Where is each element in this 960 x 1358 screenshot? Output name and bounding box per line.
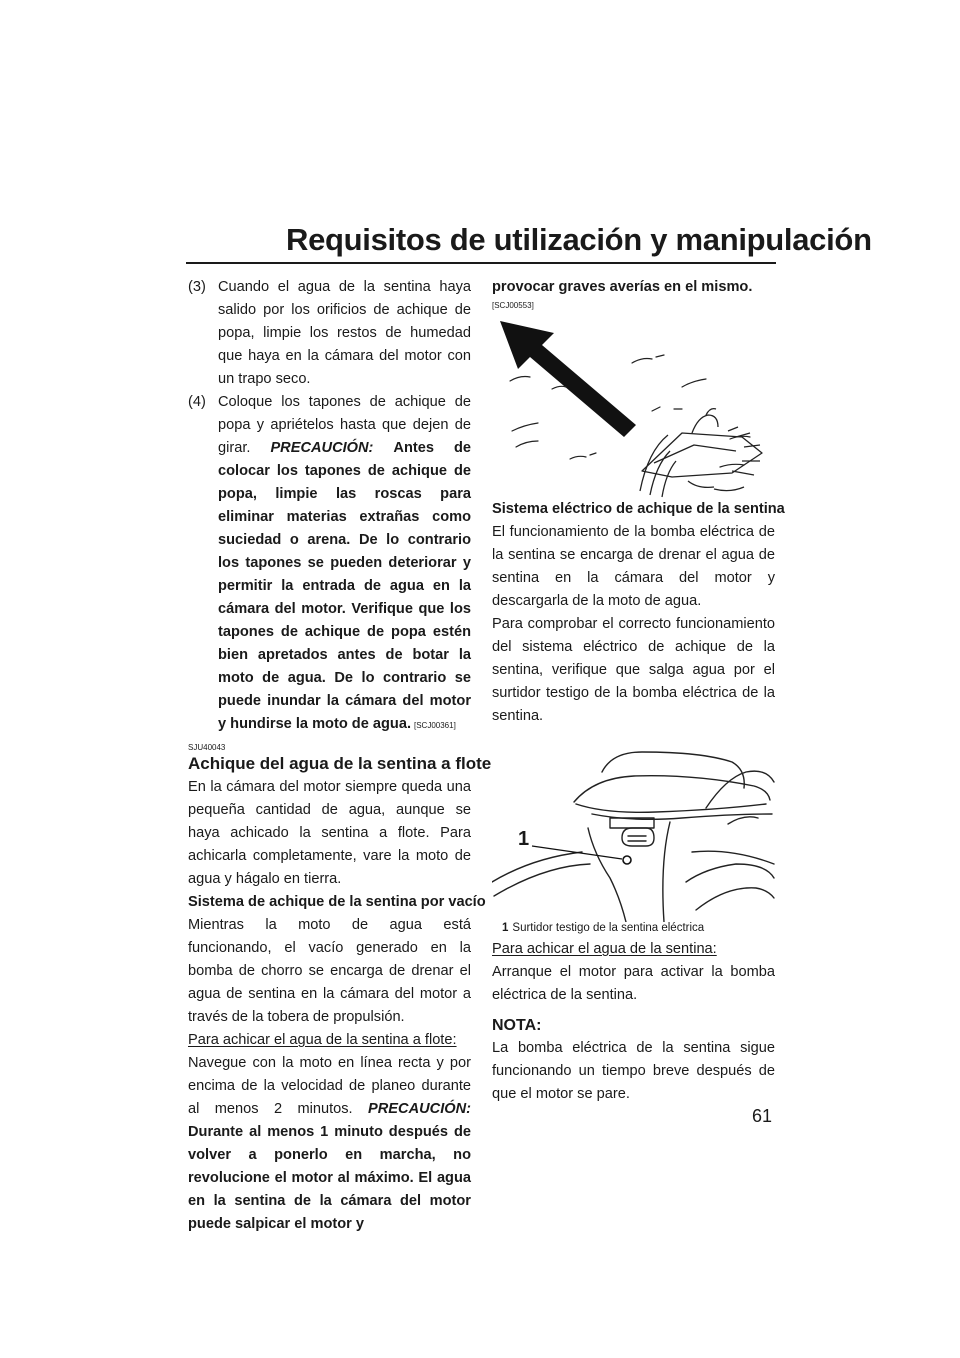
- nota-text: La bomba eléctrica de la sentina sigue funcionando un tiempo breve después de que el motor se pare.: [492, 1040, 775, 1102]
- step-text: Coloque los tapones de achique de popa y apriételos hasta que dejen de girar.: [218, 394, 471, 456]
- caution-continued: provocar graves averías en el mismo.: [492, 279, 753, 295]
- figure-container: [492, 742, 775, 938]
- left-column: [188, 276, 492, 1236]
- section-title: Achique del agua de la sentina a flote: [188, 754, 492, 773]
- telltale-outlet-icon: [623, 856, 631, 864]
- page-title: Requisitos de utilización y manipulación: [286, 222, 872, 257]
- caption-text: Surtidor testigo de la sentina eléctrica: [512, 922, 705, 934]
- caution-text: Durante al menos 1 minuto después de volver a ponerlo en marcha, no revolucione el motor al máximo. El agua en la sentina de la cámara del motor puede salpicar el motor y: [188, 1124, 471, 1232]
- vacuum-text: Mientras la moto de agua está funcionando, el vacío generado en la bomba de chorro se encarga de drenar el agua de sentina en la cámara del motor a través de la tobera de propulsión.: [188, 917, 471, 1025]
- caution-text: Antes de colocar los tapones de achique de popa, limpie las roscas para eliminar materias extrañas como suciedad o arena. De lo contrario los tapones se pueden deteriorar y permitir la entrada de agua en la cámara del motor. Verifique que los tapones de achique de popa estén bien apretados antes de botar la moto de agua. De lo contrario se puede inundar la cámara del motor y hundirse la moto de agua.: [218, 440, 471, 732]
- bilge-text: Arranque el motor para activar la bomba eléctrica de la sentina.: [492, 964, 775, 1003]
- electric-text-2: Para comprobar el correcto funcionamiento del sistema eléctrico de achique de la sentina, verifique que salga agua por el surtidor testigo de la bomba eléctrica de la sentina.: [492, 616, 775, 724]
- electric-heading: Sistema eléctrico de achique de la sentina: [492, 501, 785, 517]
- caption-number: 1: [502, 922, 509, 934]
- caution-code: [SCJ00553]: [492, 301, 534, 310]
- step-number: (4): [188, 394, 206, 410]
- page-number: 61: [752, 1106, 773, 1126]
- afloat-paragraph: [188, 1052, 471, 1236]
- afloat-text: Navegue con la moto en línea recta y por encima de la velocidad de planeo durante al menos 2 minutos.: [188, 1055, 471, 1117]
- direction-arrow-icon: [500, 321, 636, 437]
- callout-leader-line: [532, 846, 622, 859]
- section-intro: En la cámara del motor siempre queda una pequeña cantidad de agua, aunque se haya achicado la sentina a flote. Para achicarla completamente, vare la moto de agua y hágalo en tierra.: [188, 779, 471, 887]
- header-rule: [186, 262, 776, 264]
- afloat-heading: Para achicar el agua de la sentina a flote:: [188, 1032, 457, 1048]
- step-number: (3): [188, 279, 206, 295]
- step-4: [188, 391, 471, 737]
- right-column: [492, 276, 785, 1106]
- watercraft-direction-illustration: [492, 313, 775, 498]
- bilge-outlet-illustration: [492, 742, 775, 922]
- caution-label: PRECAUCIÓN:: [368, 1101, 471, 1117]
- vacuum-heading: Sistema de achique de la sentina por vacío: [188, 894, 486, 910]
- electric-text-1: El funcionamiento de la bomba eléctrica de la sentina se encarga de drenar el agua de sentina en la cámara del motor y descargarla de la moto de agua.: [492, 524, 775, 609]
- figure-callout-number: 1: [518, 828, 530, 850]
- nota-label: NOTA:: [492, 1017, 542, 1034]
- caution-code: [SCJ00361]: [414, 721, 456, 730]
- step-text: Cuando el agua de la sentina haya salido por los orificios de achique de popa, limpie los restos de humedad que haya en la cámara del motor con un trapo seco.: [218, 279, 471, 387]
- step-3: [188, 276, 471, 391]
- section-code: SJU40043: [188, 743, 226, 752]
- figure-caption: [502, 920, 704, 936]
- watercraft-icon: [640, 409, 762, 497]
- bilge-heading: Para achicar el agua de la sentina:: [492, 941, 717, 957]
- caution-label: PRECAUCIÓN:: [270, 440, 374, 456]
